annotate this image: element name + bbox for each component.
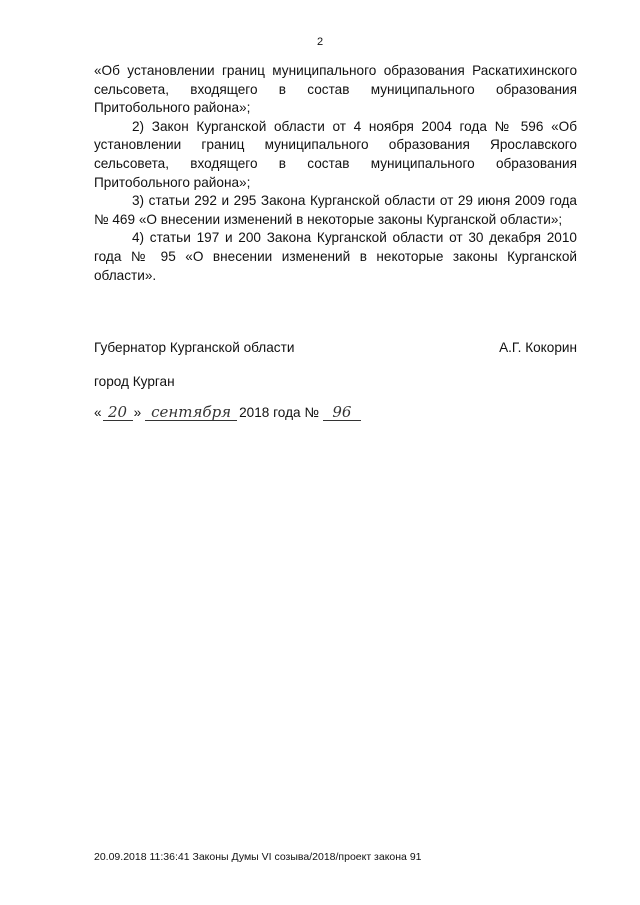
signatory-position: Губернатор Курганской области bbox=[94, 340, 295, 355]
handwritten-day: 20 bbox=[103, 404, 133, 421]
paragraph-2: 2) Закон Курганской области от 4 ноября 2004 года № 596 «Об установлении границ муниципального образования Ярославского сельсовета, входящего в состав муниципального образования Притобольного района»; bbox=[94, 118, 577, 190]
city-line: город Курган bbox=[94, 374, 175, 389]
signatory-name: А.Г. Кокорин bbox=[499, 340, 577, 355]
handwritten-month: сентября bbox=[145, 404, 237, 421]
footer-path: 20.09.2018 11:36:41 Законы Думы VI созыва/2018/проект закона 91 bbox=[94, 851, 422, 863]
paragraph-4: 4) статьи 197 и 200 Закона Курганской области от 30 декабря 2010 года № 95 «О внесении изменений в некоторые законы Курганской области». bbox=[94, 230, 577, 283]
date-year-text: 2018 года № bbox=[239, 405, 319, 420]
paragraph-3: 3) статьи 292 и 295 Закона Курганской области от 29 июня 2009 года № 469 «О внесении изменений в некоторые законы Курганской области»; bbox=[94, 193, 577, 227]
handwritten-number: 96 bbox=[323, 404, 361, 421]
page-number: 2 bbox=[316, 36, 324, 48]
document-body bbox=[94, 62, 577, 285]
date-close-quote: » bbox=[133, 405, 142, 420]
date-open-quote: « bbox=[94, 405, 102, 420]
signature-block bbox=[94, 340, 577, 355]
date-line bbox=[94, 404, 361, 421]
paragraph-1: «Об установлении границ муниципального образования Раскатихинского сельсовета, входящего в состав муниципального образования Притобольного района»; bbox=[94, 63, 577, 116]
